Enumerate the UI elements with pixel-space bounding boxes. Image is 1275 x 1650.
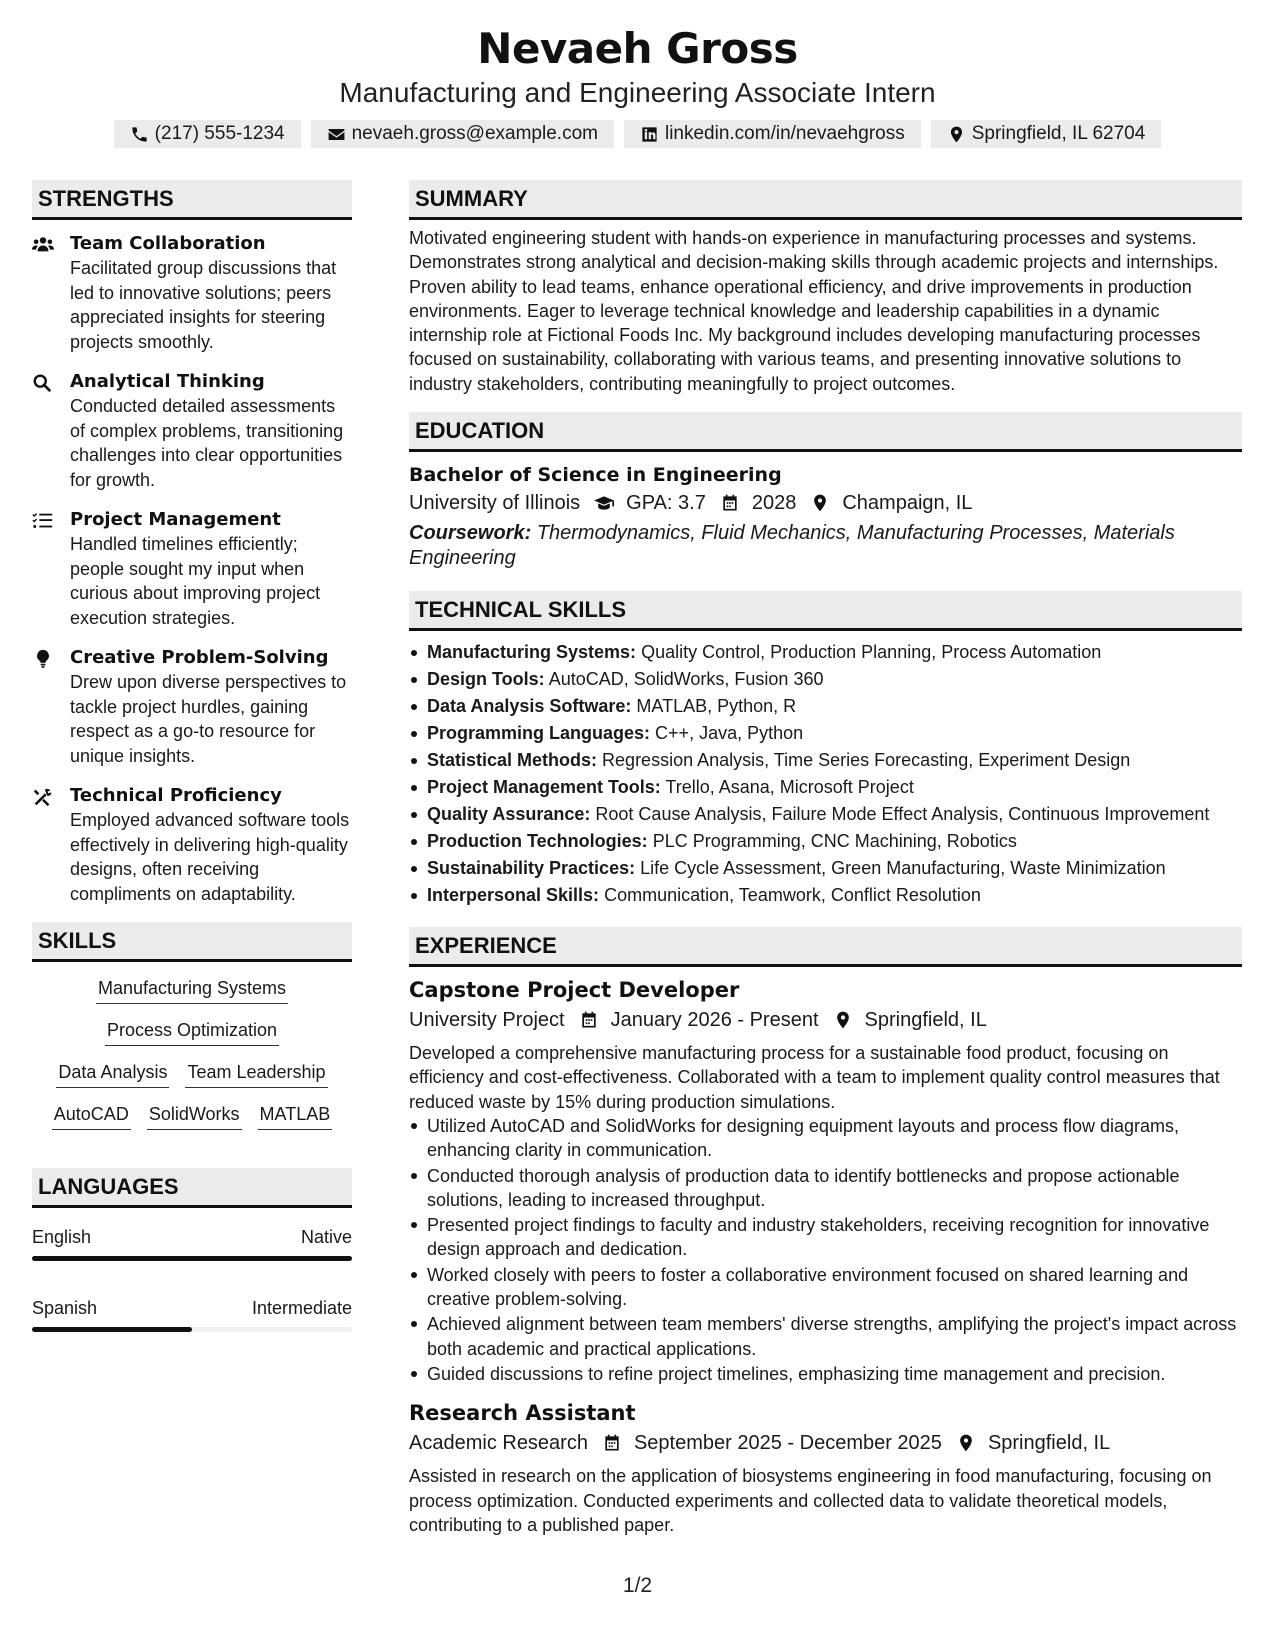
skill-values: Life Cycle Assessment, Green Manufacturing, Waste Minimization [640, 858, 1166, 879]
location-pin-icon [833, 1010, 853, 1030]
job-meta [409, 1428, 1242, 1458]
phone-icon [130, 125, 149, 144]
experience-heading: EXPERIENCE [409, 927, 1242, 967]
skill-category: Data Analysis Software: [427, 696, 632, 717]
list-item [409, 774, 1242, 801]
list-item [409, 882, 1242, 909]
job-description: Assisted in research on the application of biosystems engineering in food manufacturing, focusing on process optimization. Conducted experiments and collected data to validate theoretical models, contributing to a published paper. [409, 1466, 1212, 1535]
graduation-year: 2028 [751, 492, 797, 515]
skill-tag: Manufacturing Systems [96, 976, 288, 1004]
graduation-cap-icon [594, 493, 614, 513]
language-proficiency-fill [32, 1327, 192, 1332]
skill-category: Design Tools: [427, 669, 545, 690]
strengths-heading: STRENGTHS [32, 180, 352, 220]
skill-category: Manufacturing Systems: [427, 642, 637, 663]
right-column [409, 180, 1242, 1537]
page-number: 1/2 [622, 1574, 653, 1597]
language-proficiency-bar [32, 1327, 352, 1332]
skill-values: MATLAB, Python, R [636, 696, 797, 717]
education-entry [409, 462, 1242, 571]
strength-title: Team Collaboration [70, 233, 266, 254]
summary-heading: SUMMARY [409, 180, 1242, 220]
contact-linkedin-text: linkedin.com/in/nevaehgross [664, 123, 905, 144]
education-heading: EDUCATION [409, 412, 1242, 452]
job-dates: September 2025 - December 2025 [633, 1432, 942, 1455]
list-item [409, 639, 1242, 666]
degree-title: Bachelor of Science in Engineering [409, 464, 782, 487]
strength-item [32, 646, 352, 768]
skill-values: AutoCAD, SolidWorks, Fusion 360 [548, 669, 824, 690]
skill-tag: MATLAB [258, 1102, 333, 1130]
experience-entry [409, 1398, 1242, 1537]
job-title: Capstone Project Developer [409, 978, 740, 1003]
technical-skills-list [409, 639, 1242, 909]
skill-category: Sustainability Practices: [427, 858, 636, 879]
education-meta [409, 488, 1242, 518]
list-item: Presented project findings to faculty and industry stakeholders, receiving recognition for innovative design approach and dedication. [409, 1213, 1242, 1262]
skill-tag: AutoCAD [52, 1102, 131, 1130]
job-bullets [409, 1114, 1242, 1386]
languages-heading: LANGUAGES [32, 1168, 352, 1208]
skill-values: Root Cause Analysis, Failure Mode Effect Analysis, Continuous Improvement [595, 804, 1210, 825]
strength-title: Project Management [70, 509, 281, 530]
job-location: Springfield, IL [864, 1009, 987, 1032]
skill-category: Quality Assurance: [427, 804, 591, 825]
skill-category: Interpersonal Skills: [427, 885, 600, 906]
language-proficiency-bar [32, 1256, 352, 1261]
coursework-label: Coursework: [409, 522, 532, 545]
job-meta [409, 1005, 1242, 1035]
list-item: Conducted thorough analysis of production data to identify bottlenecks and propose actionable solutions, leading to increased throughput. [409, 1164, 1242, 1213]
envelope-icon [327, 125, 346, 144]
skill-tag-row [96, 976, 288, 1004]
job-location: Springfield, IL [987, 1432, 1111, 1455]
strength-title: Technical Proficiency [70, 785, 282, 806]
school-location: Champaign, IL [842, 492, 973, 515]
strength-desc: Drew upon diverse perspectives to tackle project hurdles, gaining respect as a go-to resource for unique insights. [70, 672, 347, 766]
skill-tag-row [52, 1102, 332, 1130]
languages-list [32, 1224, 352, 1332]
skill-values: C++, Java, Python [655, 723, 804, 744]
job-org: Academic Research [409, 1432, 588, 1455]
language-item [32, 1295, 352, 1332]
language-name: Spanish [32, 1298, 98, 1318]
list-item: Achieved alignment between team members' diverse strengths, amplifying the project's impact across both academic and practical applications. [409, 1312, 1242, 1361]
list-item [409, 855, 1242, 882]
location-pin-icon [956, 1433, 976, 1453]
contact-email[interactable] [311, 120, 614, 148]
skills-heading: SKILLS [32, 922, 352, 962]
tools-icon [32, 787, 54, 807]
calendar-icon [602, 1433, 622, 1453]
strength-desc: Conducted detailed assessments of complex problems, transitioning challenges into clear opportunities for growth. [70, 396, 344, 490]
language-item [32, 1224, 352, 1261]
coursework [409, 521, 1242, 571]
left-column [32, 180, 352, 1366]
job-org: University Project [409, 1009, 565, 1032]
list-item [409, 801, 1242, 828]
list-item: Worked closely with peers to foster a collaborative environment focused on shared learning and creative problem-solving. [409, 1263, 1242, 1312]
calendar-icon [720, 493, 740, 513]
list-item: Utilized AutoCAD and SolidWorks for designing equipment layouts and process flow diagrams, enhancing clarity in communication. [409, 1114, 1242, 1163]
strength-title: Analytical Thinking [70, 371, 265, 392]
skill-tag: Process Optimization [105, 1018, 279, 1046]
skill-values: PLC Programming, CNC Machining, Robotics [652, 831, 1017, 852]
language-name: English [32, 1227, 92, 1247]
strength-desc: Employed advanced software tools effectively in delivering high-quality designs, often receiving compliments on adaptability. [70, 810, 350, 904]
candidate-name: Nevaeh Gross [477, 24, 798, 73]
skill-values: Regression Analysis, Time Series Forecasting, Experiment Design [602, 750, 1131, 771]
skill-category: Project Management Tools: [427, 777, 661, 798]
contact-phone[interactable] [114, 120, 301, 148]
list-item [409, 693, 1242, 720]
skill-values: Communication, Teamwork, Conflict Resolution [604, 885, 981, 906]
contact-linkedin[interactable] [624, 120, 921, 148]
skill-values: Trello, Asana, Microsoft Project [665, 777, 914, 798]
language-level: Intermediate [251, 1298, 352, 1318]
strength-desc: Handled timelines efficiently; people sought my input when curious about improving project execution strategies. [70, 534, 321, 628]
users-icon [32, 235, 54, 255]
summary-text: Motivated engineering student with hands-on experience in manufacturing processes and systems. Demonstrates strong analytical and decision-making skills through academic projects and internships. Proven ability to lead teams, enhance operational efficiency, and drive improvements in production environments. Eager to leverage technical knowledge and leadership capabilities in a dynamic internship role at Fictional Foods Inc. My background includes developing manufacturing processes focused on sustainability, collaborating with various teams, and presenting innovative solutions to industry stakeholders, contributing meaningfully to project outcomes. [409, 228, 1219, 394]
skill-category: Statistical Methods: [427, 750, 598, 771]
strengths-list [32, 232, 352, 906]
linkedin-icon [640, 125, 659, 144]
job-title: Research Assistant [409, 1401, 636, 1426]
contact-email-text: nevaeh.gross@example.com [351, 123, 598, 144]
candidate-role: Manufacturing and Engineering Associate Intern [339, 77, 936, 108]
school-name: University of Illinois [409, 492, 581, 515]
strength-item [32, 370, 352, 492]
list-item [409, 666, 1242, 693]
calendar-icon [579, 1010, 599, 1030]
technical-skills-heading: TECHNICAL SKILLS [409, 591, 1242, 631]
skill-tag-row [105, 1018, 279, 1046]
language-level: Native [300, 1227, 352, 1247]
job-dates: January 2026 - Present [610, 1009, 819, 1032]
contact-location [931, 120, 1162, 148]
search-icon [32, 373, 54, 393]
skill-tag: SolidWorks [147, 1102, 242, 1130]
contact-location-text: Springfield, IL 62704 [971, 123, 1146, 144]
language-proficiency-fill [32, 1256, 352, 1261]
location-pin-icon [947, 125, 966, 144]
strength-item [32, 508, 352, 630]
list-item [409, 747, 1242, 774]
resume-header [0, 24, 1275, 148]
list-item: Guided discussions to refine project timelines, emphasizing time management and precision. [409, 1362, 1242, 1386]
lightbulb-icon [32, 649, 54, 669]
skill-category: Production Technologies: [427, 831, 648, 852]
gpa: GPA: 3.7 [626, 492, 706, 515]
strength-item [32, 784, 352, 906]
location-pin-icon [810, 493, 830, 513]
strength-item [32, 232, 352, 354]
strength-title: Creative Problem-Solving [70, 647, 329, 668]
skill-values: Quality Control, Production Planning, Process Automation [641, 642, 1102, 663]
skill-tag-row [56, 1060, 327, 1088]
list-item [409, 720, 1242, 747]
list-item [409, 828, 1242, 855]
experience-entry [409, 975, 1242, 1386]
coursework-list: Thermodynamics, Fluid Mechanics, Manufacturing Processes, Materials Engineering [409, 522, 1175, 570]
contact-phone-text: (217) 555-1234 [154, 123, 285, 144]
list-check-icon [32, 511, 54, 531]
contact-bar [0, 120, 1275, 148]
job-description: Developed a comprehensive manufacturing process for a sustainable food product, focusing on efficiency and cost-effectiveness. Collaborated with a team to implement quality control measures that reduced waste by 15% during production simulations. [409, 1043, 1220, 1112]
skill-tag: Team Leadership [185, 1060, 327, 1088]
skills-tags [32, 976, 352, 1130]
skill-tag: Data Analysis [56, 1060, 169, 1088]
strength-desc: Facilitated group discussions that led to innovative solutions; peers appreciated insights for steering projects smoothly. [70, 258, 337, 352]
skill-category: Programming Languages: [427, 723, 651, 744]
